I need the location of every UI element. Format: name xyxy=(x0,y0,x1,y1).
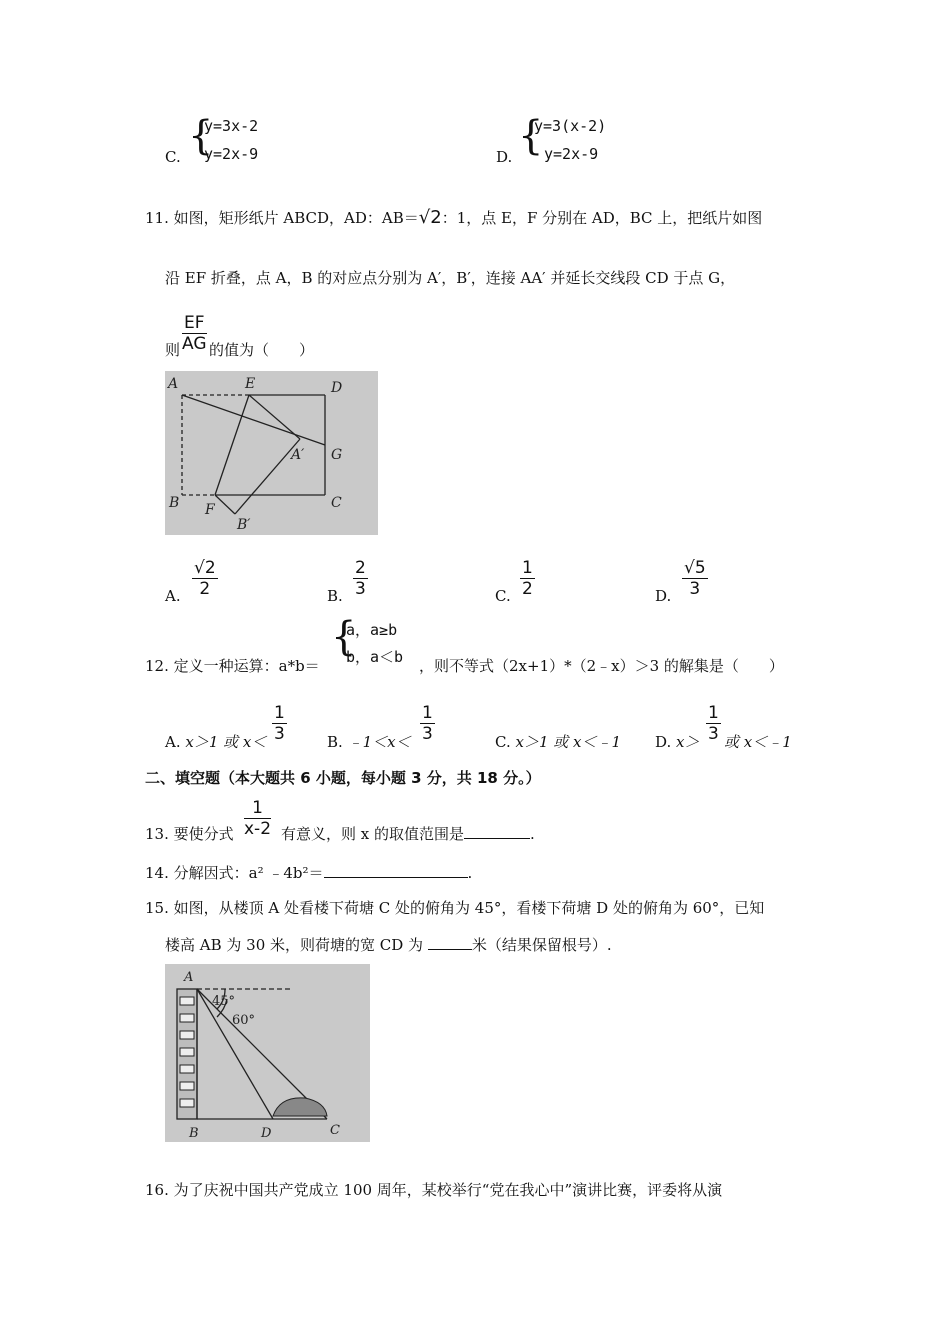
q15-label-d: D xyxy=(261,1126,272,1141)
q12-option-b xyxy=(327,731,411,752)
q12-text-pre xyxy=(145,655,320,676)
q12-option-b-num: 1 xyxy=(422,703,433,723)
q11-text-a: 如图，矩形纸片 ABCD，AD：AB＝ xyxy=(173,209,419,227)
q12-option-c-text: x＞1 或 x＜﹣1 xyxy=(515,733,622,751)
q11-line-3-post: 的值为（ ） xyxy=(209,341,315,359)
q11-label-g: G xyxy=(331,447,343,463)
section-2-heading: 二、填空题（本大题共 6 小题，每小题 3 分，共 18 分。） xyxy=(145,769,541,787)
q12-case-2: b，a＜b xyxy=(346,648,404,666)
q12-option-b-den: 3 xyxy=(422,724,433,744)
q16-text: 为了庆祝中国共产党成立 100 周年，某校举行“党在我心中”演讲比赛，评委将从演 xyxy=(173,1181,723,1199)
q11-number: 11. xyxy=(145,209,169,227)
q13-text-post: 有意义，则 x 的取值范围是 xyxy=(281,825,464,843)
q15-line-2 xyxy=(165,934,612,955)
q11-label-b-prime: B′ xyxy=(237,517,251,533)
q10-c-equation-1: y=3x-2 xyxy=(204,117,259,135)
q16-line-1 xyxy=(145,1179,722,1200)
q15-figure-svg xyxy=(165,964,370,1142)
q15-figure xyxy=(165,964,370,1142)
q11-option-c-fraction xyxy=(520,558,535,599)
q15-label-b: B xyxy=(189,1126,199,1141)
q14-end: . xyxy=(467,864,473,882)
q12-option-d-fraction xyxy=(706,703,721,744)
q11-sqrt2: √2 xyxy=(418,207,442,228)
q12-option-d-label: D. xyxy=(655,733,672,751)
q13-frac-den: x-2 xyxy=(244,819,272,839)
q11-option-a-num: √2 xyxy=(194,558,216,578)
q11-option-d-label: D. xyxy=(655,587,672,605)
q12-option-c-label: C. xyxy=(495,733,511,751)
q11-option-c-den: 2 xyxy=(522,579,533,599)
q11-option-b-den: 3 xyxy=(355,579,366,599)
q12-number: 12. xyxy=(145,657,169,675)
q12-option-b-label: B. xyxy=(327,733,343,751)
q15-text-2-pre: 楼高 AB 为 30 米，则荷塘的宽 CD 为 xyxy=(165,936,424,954)
q11-frac-den: AG xyxy=(182,334,207,354)
q11-option-c-num: 1 xyxy=(522,558,533,578)
q11-figure xyxy=(165,371,378,535)
q11-line-3-pre: 则 xyxy=(165,341,181,359)
q12-definition: 定义一种运算：a*b＝ xyxy=(173,657,320,675)
q11-option-a-fraction xyxy=(192,558,218,599)
q10-option-d-label: D. xyxy=(496,148,513,166)
q15-answer-blank[interactable] xyxy=(428,935,472,950)
q15-label-45: 45° xyxy=(212,994,236,1009)
q15-label-c: C xyxy=(330,1123,340,1138)
q15-text-1: 如图，从楼顶 A 处看楼下荷塘 C 处的俯角为 45°，看楼下荷塘 D 处的俯角为 60°，已知 xyxy=(173,899,765,917)
q15-line-1 xyxy=(145,897,764,918)
q12-option-b-fraction xyxy=(420,703,435,744)
q14-number: 14. xyxy=(145,864,169,882)
q12-option-d-num: 1 xyxy=(708,703,719,723)
q11-label-b: B xyxy=(169,495,180,511)
q12-case-1: a，a≥b xyxy=(346,621,398,639)
q12-option-a-label: A. xyxy=(165,733,181,751)
q13-post xyxy=(281,823,535,844)
q11-option-a-den: 2 xyxy=(199,579,211,599)
q15-label-60: 60° xyxy=(232,1013,256,1028)
q16-number: 16. xyxy=(145,1181,169,1199)
q12-option-c xyxy=(495,731,621,752)
q11-figure-svg xyxy=(165,371,378,535)
q12-option-d-text: x＞ xyxy=(676,733,700,751)
q12-option-a-den: 3 xyxy=(274,724,285,744)
q11-option-d-den: 3 xyxy=(689,579,701,599)
q10-option-c-label: C. xyxy=(165,148,181,166)
q12-option-d xyxy=(655,731,700,752)
q12-option-a xyxy=(165,731,266,752)
q11-fraction-ef-ag xyxy=(182,313,207,354)
q11-text-b: ：1，点 E，F 分别在 AD，BC 上，把纸片如图 xyxy=(441,209,763,227)
q10-c-brace: { xyxy=(188,113,214,159)
q11-option-b-fraction xyxy=(353,558,368,599)
q11-option-d-fraction xyxy=(682,558,708,599)
q12-option-d-post: 或 x＜﹣1 xyxy=(724,733,792,751)
q11-label-f: F xyxy=(205,502,215,518)
q14-answer-blank[interactable] xyxy=(324,863,468,878)
q12-text-post: ，则不等式（2x+1）*（2﹣x）＞3 的解集是（ ） xyxy=(419,657,784,675)
q13-frac-num: 1 xyxy=(244,798,271,819)
q13-end: . xyxy=(530,825,535,843)
q11-line-1 xyxy=(145,207,762,228)
q15-label-a: A xyxy=(184,970,194,985)
q10-d-equation-2: y=2x-9 xyxy=(544,145,599,163)
q11-label-a-prime: A′ xyxy=(291,447,305,463)
q11-label-d: D xyxy=(331,380,343,396)
q11-label-c: C xyxy=(331,495,342,511)
q13-text-pre: 要使分式 xyxy=(173,825,234,843)
q11-option-c-label: C. xyxy=(495,587,511,605)
q12-option-a-fraction xyxy=(272,703,287,744)
q12-option-b-text: ﹣1＜x＜ xyxy=(347,733,411,751)
q11-label-e: E xyxy=(245,376,256,392)
q11-option-d-num: √5 xyxy=(684,558,706,578)
q12-option-a-text: x＞1 或 x＜ xyxy=(185,733,267,751)
q10-d-brace: { xyxy=(518,113,544,159)
q14-line xyxy=(145,862,472,883)
q11-line-2: 沿 EF 折叠，点 A，B 的对应点分别为 A′，B′，连接 AA′ 并延长交线段 CD 于点 G， xyxy=(165,269,736,287)
q11-option-b-label: B. xyxy=(327,587,343,605)
q13-pre xyxy=(145,823,234,844)
q13-answer-blank[interactable] xyxy=(464,824,530,839)
q10-d-equation-1: y=3(x-2) xyxy=(534,117,607,135)
q13-fraction xyxy=(244,798,271,839)
q12-option-a-num: 1 xyxy=(274,703,285,723)
q13-number: 13. xyxy=(145,825,169,843)
q11-frac-num: EF xyxy=(184,313,205,333)
q11-label-a: A xyxy=(168,376,179,392)
q11-option-a-label: A. xyxy=(165,587,181,605)
q15-text-2-post: 米（结果保留根号）. xyxy=(471,936,612,954)
q14-text: 分解因式：a² ﹣4b²＝ xyxy=(173,864,324,882)
q12-brace: { xyxy=(331,614,357,660)
q11-option-b-num: 2 xyxy=(355,558,366,578)
q12-option-d-den: 3 xyxy=(708,724,719,744)
q10-c-equation-2: y=2x-9 xyxy=(204,145,259,163)
q15-number: 15. xyxy=(145,899,169,917)
